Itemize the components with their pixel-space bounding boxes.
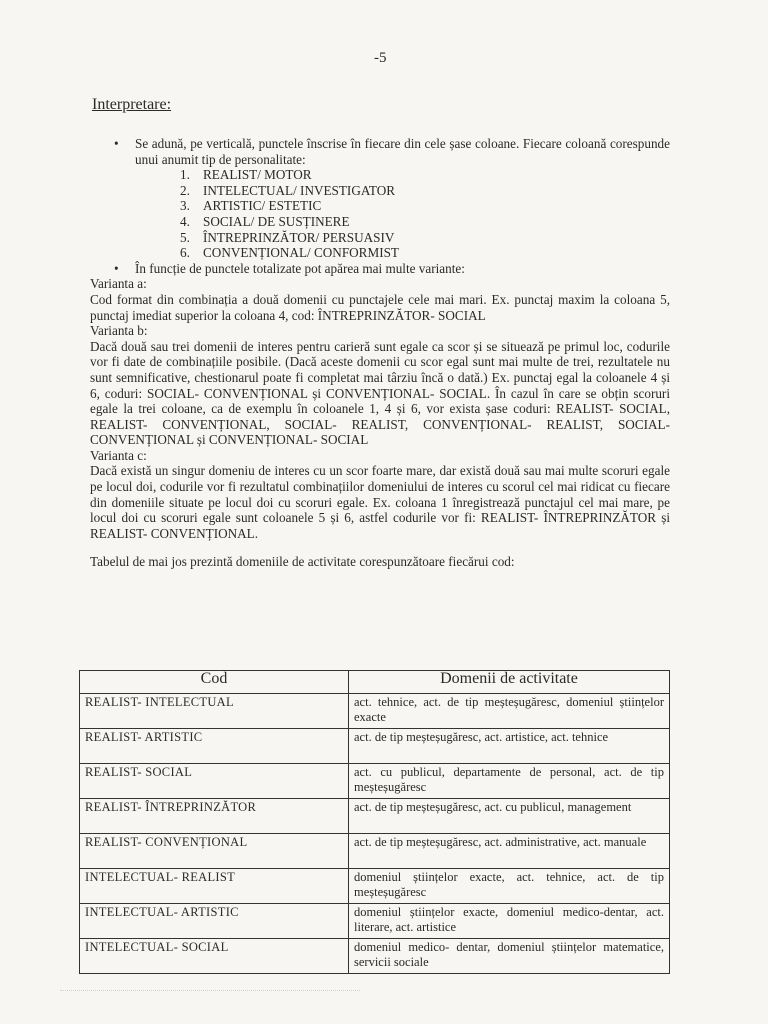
bullet-icon: • (114, 260, 119, 276)
personality-type-item (180, 183, 670, 199)
bullet-text: Se adună, pe verticală, punctele înscrise în fiecare din cele șase coloane. Fiecare coloană corespunde unui anumit tip de personalitate: (135, 136, 670, 167)
table-row (80, 729, 670, 764)
table-row (80, 904, 670, 939)
variant-b (90, 323, 670, 448)
item-label: INTELECTUAL/ INVESTIGATOR (203, 182, 396, 198)
code-cell: REALIST- SOCIAL (80, 764, 349, 799)
item-number: 6. (180, 245, 190, 261)
bullet-icon: • (114, 136, 119, 151)
domains-cell: act. de tip meșteșugăresc, act. cu publicul, management (349, 799, 670, 834)
table-row (80, 834, 670, 869)
code-cell: INTELECTUAL- SOCIAL (80, 939, 349, 974)
page-number: -5 (374, 50, 387, 66)
domains-cell: act. de tip meșteșugăresc, act. administrative, act. manuale (349, 834, 670, 869)
domains-cell: domeniul științelor exacte, domeniul medico-dentar, act. literare, act. artistice (349, 904, 670, 939)
table-body (80, 694, 670, 974)
personality-type-item (180, 167, 670, 183)
variant-title: Varianta a: (90, 276, 147, 292)
item-number: 3. (180, 198, 190, 214)
header-domains: Domenii de activitate (349, 671, 670, 694)
item-label: CONVENȚIONAL/ CONFORMIST (203, 245, 399, 261)
personality-type-list (90, 167, 670, 261)
code-cell: REALIST- ARTISTIC (80, 729, 349, 764)
item-number: 4. (180, 213, 190, 229)
personality-type-item (180, 198, 670, 214)
interpretation-body (90, 136, 670, 570)
codes-table (79, 670, 670, 974)
domains-cell: act. de tip meșteșugăresc, act. artistice, act. tehnice (349, 729, 670, 764)
table-header-row (80, 671, 670, 694)
bullet-variants (90, 261, 670, 277)
item-number: 2. (180, 182, 190, 198)
variant-title: Varianta c: (90, 447, 147, 463)
personality-type-item (180, 245, 670, 261)
section-heading: Interpretare: (92, 96, 172, 113)
variant-title: Varianta b: (90, 323, 148, 339)
variant-text: Dacă există un singur domeniu de interes cu un scor foarte mare, dar există două sau mai multe scoruri egale pe locul doi, codurile vor fi rezultatul combinațiilor domeniului de interes cu scorul cel mai ridicat cu fiecare din domeniile situate pe locul doi cu scoruri egale. Ex. coloana 1 înregistrează punctajul cel mai mare, pe locul doi cu scoruri egale sunt coloanele 5 și 6, astfel codurile vor fi: REALIST- ÎNTREPRINZĂTOR și REALIST- CONVENȚIONAL. (90, 463, 670, 541)
code-cell: REALIST- ÎNTREPRINZĂTOR (80, 799, 349, 834)
domains-cell: act. tehnice, act. de tip meșteșugăresc, domeniul științelor exacte (349, 694, 670, 729)
personality-type-item (180, 230, 670, 246)
item-number: 5. (180, 229, 190, 245)
variant-text: Dacă două sau trei domenii de interes pentru carieră sunt egale ca scor și se situează pe primul loc, codurile vor fi date de combinațiile posibile. (Dacă aceste domenii cu scor egal sunt mai multe de trei, rezultatele nu sunt semnificative, chestionarul poate fi completat mai târziu încă o dată.) Ex. punctaj egal la coloanele 4 și 6, coduri: SOCIAL- CONVENȚIONAL și CONVENȚIONAL- SOCIAL. În cazul în care se obțin scoruri egale la trei coloane, ca de exemplu în coloanele 1, 4 și 6, vor exista șase coduri: REALIST- SOCIAL, REALIST- CONVENȚIONAL, SOCIAL- REALIST, CONVENȚIONAL- REALIST, SOCIAL- CONVENȚIONAL și CONVENȚIONAL- SOCIAL (90, 338, 670, 448)
domains-cell: domeniul medico- dentar, domeniul științelor matematice, servicii sociale (349, 939, 670, 974)
item-label: ÎNTREPRINZĂTOR/ PERSUASIV (203, 229, 395, 245)
item-label: SOCIAL/ DE SUSȚINERE (203, 213, 350, 229)
variant-c (90, 448, 670, 542)
table-row (80, 799, 670, 834)
code-cell: INTELECTUAL- ARTISTIC (80, 904, 349, 939)
item-label: ARTISTIC/ ESTETIC (203, 198, 322, 214)
code-cell: REALIST- INTELECTUAL (80, 694, 349, 729)
bullet-summing (90, 136, 670, 167)
item-number: 1. (180, 167, 190, 183)
table-row (80, 694, 670, 729)
bullet-text: În funcție de punctele totalizate pot apărea mai multe variante: (135, 260, 465, 276)
code-cell: INTELECTUAL- REALIST (80, 869, 349, 904)
scan-artifact (60, 990, 360, 1005)
variant-text: Cod format din combinația a două domenii cu punctajele cele mai mari. Ex. punctaj maxim la coloana 5, punctaj imediat superior la coloana 4, cod: ÎNTREPRINZĂTOR- SOCIAL (90, 291, 670, 323)
code-cell: REALIST- CONVENȚIONAL (80, 834, 349, 869)
domains-cell: act. cu publicul, departamente de personal, act. de tip meșteșugăresc (349, 764, 670, 799)
variant-a (90, 276, 670, 323)
personality-type-item (180, 214, 670, 230)
table-intro: Tabelul de mai jos prezintă domeniile de activitate corespunzătoare fiecărui cod: (90, 554, 515, 570)
domains-cell: domeniul științelor exacte, act. tehnice, act. de tip meșteșugăresc (349, 869, 670, 904)
item-label: REALIST/ MOTOR (203, 167, 312, 183)
header-code: Cod (80, 671, 349, 694)
table-row (80, 869, 670, 904)
table-row (80, 939, 670, 974)
table-row (80, 764, 670, 799)
